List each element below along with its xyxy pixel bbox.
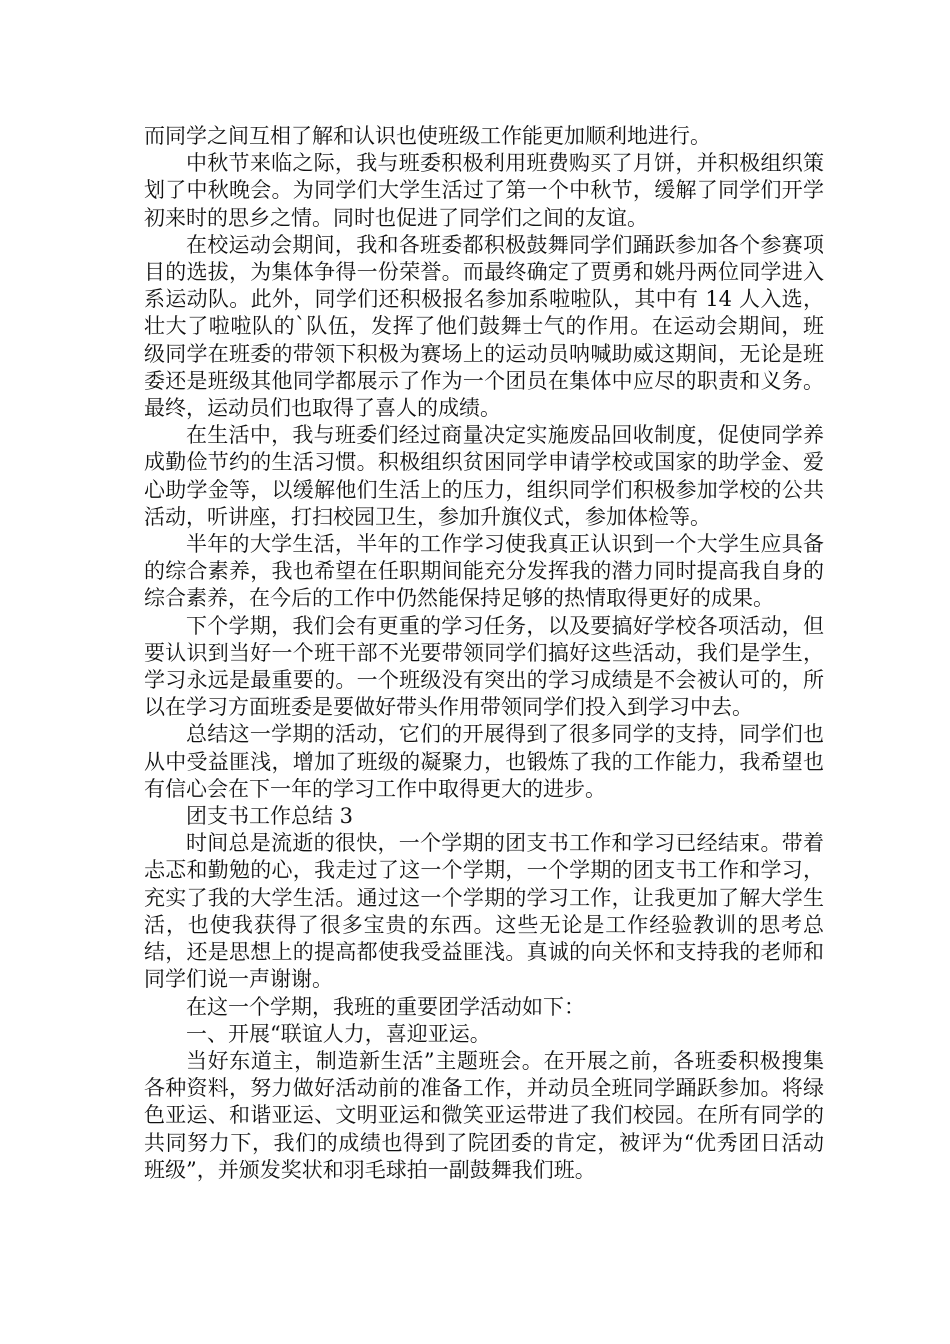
paragraph: 在这一个学期，我班的重要团学活动如下： — [186, 994, 585, 1019]
section-heading: 团支书工作总结 3 — [186, 804, 354, 829]
list-item-heading: 一、开展“联谊人力，喜迎亚运。 — [186, 1021, 491, 1046]
paragraph: 中秋节来临之际，我与班委积极利用班费购买了月饼，并积极组织策划了中秋晚会。为同学们大学生活过了第一个中秋节，缓解了同学们开学初来时的思乡之情。同时也促进了同学们之间的友谊。 — [144, 151, 824, 230]
paragraph: 下个学期，我们会有更重的学习任务，以及要搞好学校各项活动，但要认识到当好一个班干部不光要带领同学们搞好这些活动，我们是学生，学习永远是最重要的。一个班级没有突出的学习成绩是不会被认可的，所以在学习方面班委是要做好带头作用带领同学们投入到学习中去。 — [144, 613, 824, 720]
paragraph: 总结这一学期的活动，它们的开展得到了很多同学的支持，同学们也从中受益匪浅，增加了班级的凝聚力，也锻炼了我的工作能力，我希望也有信心会在下一年的学习工作中取得更大的进步。 — [144, 722, 824, 801]
document-page — [144, 123, 824, 1184]
paragraph: 在生活中，我与班委们经过商量决定实施废品回收制度，促使同学养成勤俭节约的生活习惯。积极组织贫困同学申请学校或国家的助学金、爱心助学金等，以缓解他们生活上的压力，组织同学们积极参加学校的公共活动，听讲座，打扫校园卫生，参加升旗仪式，参加体检等。 — [144, 423, 824, 529]
paragraph: 时间总是流逝的很快，一个学期的团支书工作和学习已经结束。带着忐忑和勤勉的心，我走过了这一个学期，一个学期的团支书工作和学习，充实了我的大学生活。通过这一个学期的学习工作，让我更加了解大学生活，也使我获得了很多宝贵的东西。这些无论是工作经验教训的思考总结，还是思想上的提高都使我受益匪浅。真诚的向关怀和支持我的老师和同学们说一声谢谢。 — [144, 831, 824, 992]
paragraph: 当好东道主，制造新生活”主题班会。在开展之前，各班委积极搜集各种资料，努力做好活动前的准备工作，并动员全班同学踊跃参加。将绿色亚运、和谐亚运、文明亚运和微笑亚运带进了我们校园。在所有同学的共同努力下，我们的成绩也得到了院团委的肯定，被评为“优秀团日活动班级”，并颁发奖状和羽毛球拍一副鼓舞我们班。 — [144, 1048, 824, 1182]
paragraph: 在校运动会期间，我和各班委都积极鼓舞同学们踊跃参加各个参赛项目的选拔，为集体争得一份荣誉。而最终确定了贾勇和姚丹两位同学进入系运动队。此外，同学们还积极报名参加系啦啦队，其中有 14 人入选，壮大了啦啦队的`队伍，发挥了他们鼓舞士气的作用。在运动会期间，班级同学在班委的带领下积极为赛场上的运动员呐喊助威这期间，无论是班委还是班级其他同学都展示了作为一个团员在集体中应尽的职责和义务。最终，运动员们也取得了喜人的成绩。 — [144, 232, 824, 421]
paragraph: 半年的大学生活，半年的工作学习使我真正认识到一个大学生应具备的综合素养，我也希望在任职期间能充分发挥我的潜力同时提高我自身的综合素养，在今后的工作中仍然能保持足够的热情取得更好的成果。 — [144, 532, 824, 611]
paragraph: 而同学之间互相了解和认识也使班级工作能更加顺利地进行。 — [144, 124, 711, 148]
